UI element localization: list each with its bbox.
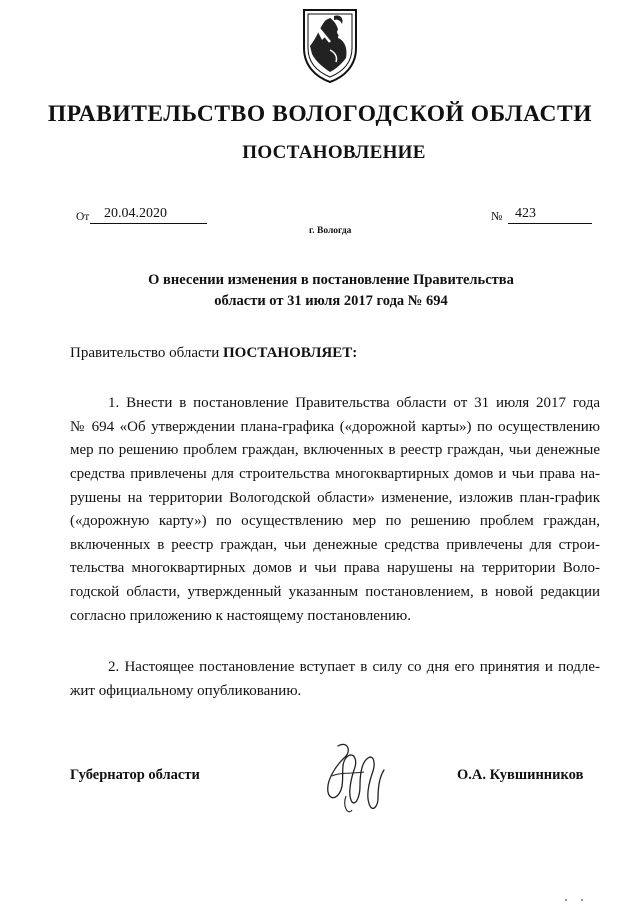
preamble-text: Правительство области <box>70 345 220 361</box>
preamble <box>70 343 357 363</box>
preamble-emphasis: ПОСТАНОВЛЯЕТ: <box>222 345 358 361</box>
paragraph-1 <box>70 392 600 628</box>
date-prefix: От <box>76 211 90 223</box>
subject-line: О внесении изменения в постановление Правительства <box>148 272 514 288</box>
city-label: г. Вологда <box>309 226 352 236</box>
text-line: тельства многоквартирных домов и чьи права нарушены на территории Воло- <box>70 560 600 577</box>
text-line: согласно приложению к настоящему постановлению. <box>70 607 411 624</box>
government-title: ПРАВИТЕЛЬСТВО ВОЛОГОДСКОЙ ОБЛАСТИ <box>47 101 593 127</box>
text-line: 2. Настоящее постановление вступает в силу со дня его принятия и подле- <box>108 659 600 675</box>
document-date: 20.04.2020 <box>90 205 207 224</box>
subject-line: области от 31 июля 2017 года № 694 <box>214 293 448 309</box>
signatory-role: Губернатор области <box>70 767 200 783</box>
number-prefix: № <box>491 209 503 223</box>
coat-of-arms-icon <box>300 6 360 84</box>
document-subject <box>0 270 640 312</box>
text-line: рушены на территории Вологодской области» изменение, изложив план-график <box>70 489 600 506</box>
text-line: жит официальному опубликованию. <box>70 682 302 699</box>
text-line: 1. Внести в постановление Правительства области от 31 июля 2017 года <box>108 395 600 411</box>
document-type: ПОСТАНОВЛЕНИЕ <box>242 142 426 163</box>
signatory-name: О.А. Кувшинников <box>457 767 584 783</box>
text-line: («дорожную карту») по осуществлению мер по решению проблем граждан, <box>70 513 600 530</box>
handwritten-signature-icon <box>318 736 386 818</box>
scan-mark-icon <box>564 898 584 902</box>
text-line: включенных в реестр граждан, чьи денежные средства привлечены для строи- <box>70 536 600 553</box>
text-line: № 694 «Об утверждении плана-графика («дорожной карты») по осуществлению <box>70 418 600 435</box>
text-line: средства привлечены для строительства многоквартирных домов и чьи права на- <box>70 465 600 482</box>
document-number: 423 <box>508 205 592 224</box>
paragraph-2 <box>70 656 600 703</box>
text-line: годской области, утвержденный указанным постановлением, в новой редакции <box>70 584 600 601</box>
text-line: мер по решению проблем граждан, включенных в реестр граждан, чьи денежные <box>70 442 600 459</box>
